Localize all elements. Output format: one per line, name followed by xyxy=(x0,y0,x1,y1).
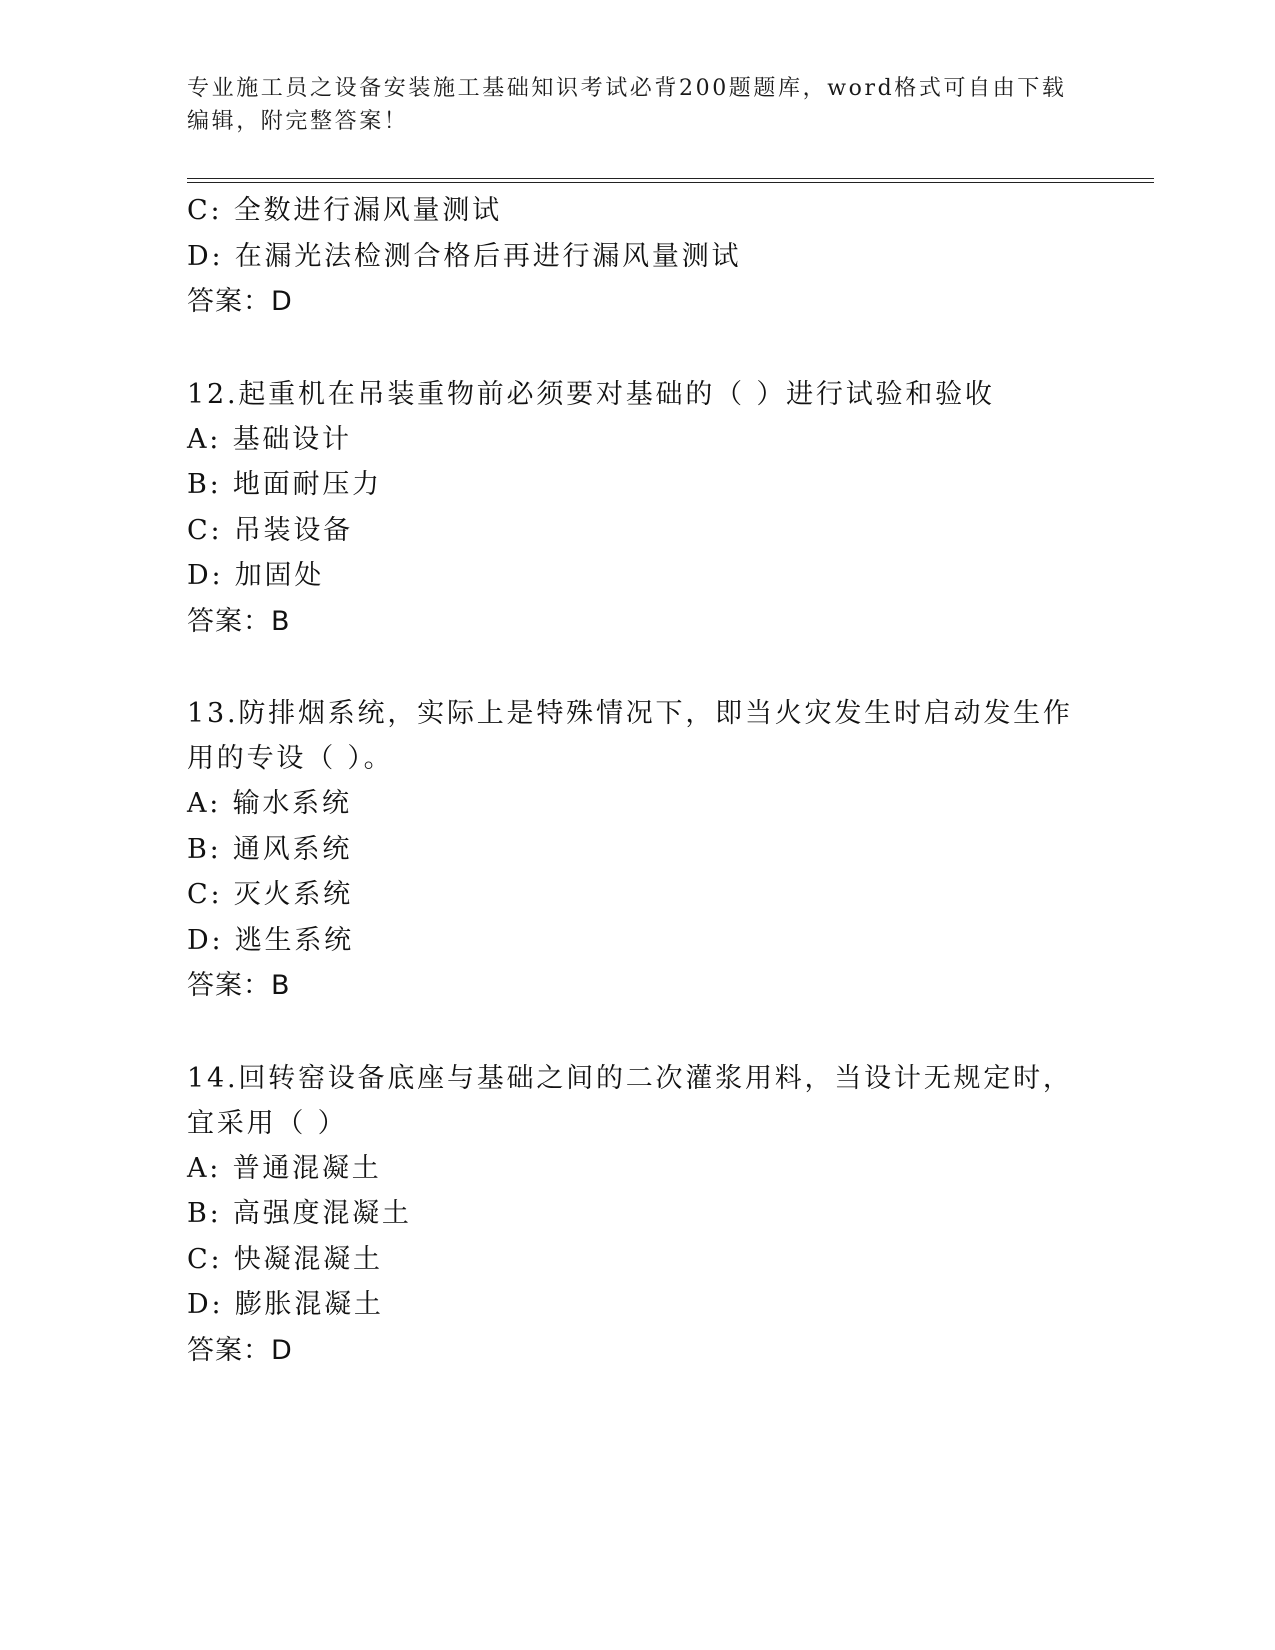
question-spacer xyxy=(187,325,1087,372)
option-b: B: 地面耐压力 xyxy=(187,469,382,500)
option-b: B: 通风系统 xyxy=(187,833,353,865)
option-a: A: 普通混凝土 xyxy=(187,1152,382,1184)
option-c: C: 吊装设备 xyxy=(187,514,353,546)
question-stem: 12.起重机在吊装重物前必须要对基础的（ ）进行试验和验收 xyxy=(187,378,995,410)
option-d: D: 逃生系统 xyxy=(187,924,354,956)
question-list xyxy=(187,188,1087,1373)
question-block-continued xyxy=(187,188,1087,325)
option-a: A: 输水系统 xyxy=(187,788,352,819)
question-block-12 xyxy=(187,372,1087,645)
option-c: C: 快凝混凝土 xyxy=(187,1243,383,1275)
header-title-line-2: 编辑，附完整答案！ xyxy=(187,109,409,134)
option-c: C: 灭火系统 xyxy=(187,879,353,910)
answer-line: 答案：B xyxy=(187,970,291,1001)
answer-line: 答案：B xyxy=(187,605,291,637)
question-spacer xyxy=(187,1009,1087,1056)
option-d: D: 在漏光法检测合格后再进行漏风量测试 xyxy=(187,240,742,272)
option-c: C: 全数进行漏风量测试 xyxy=(187,195,502,226)
option-b: B: 高强度混凝土 xyxy=(187,1198,412,1229)
option-d: D: 加固处 xyxy=(187,560,325,591)
header-title-line-1: 专业施工员之设备安装施工基础知识考试必背200题题库，word格式可自由下载 xyxy=(187,76,1067,101)
question-stem: 14.回转窑设备底座与基础之间的二次灌浆用料，当设计无规定时，宜采用（ ） xyxy=(187,1062,1073,1139)
header-double-rule xyxy=(187,178,1154,183)
answer-line: 答案：D xyxy=(187,286,293,317)
option-d: D: 膨胀混凝土 xyxy=(187,1289,384,1320)
document-header xyxy=(187,72,1067,138)
question-block-14 xyxy=(187,1056,1087,1374)
option-a: A: 基础设计 xyxy=(187,423,352,455)
question-block-13 xyxy=(187,691,1087,1009)
question-stem: 13.防排烟系统，实际上是特殊情况下，即当火灾发生时启动发生作用的专设（ ）。 xyxy=(187,698,1073,774)
answer-line: 答案：D xyxy=(187,1334,293,1366)
question-spacer xyxy=(187,644,1087,691)
